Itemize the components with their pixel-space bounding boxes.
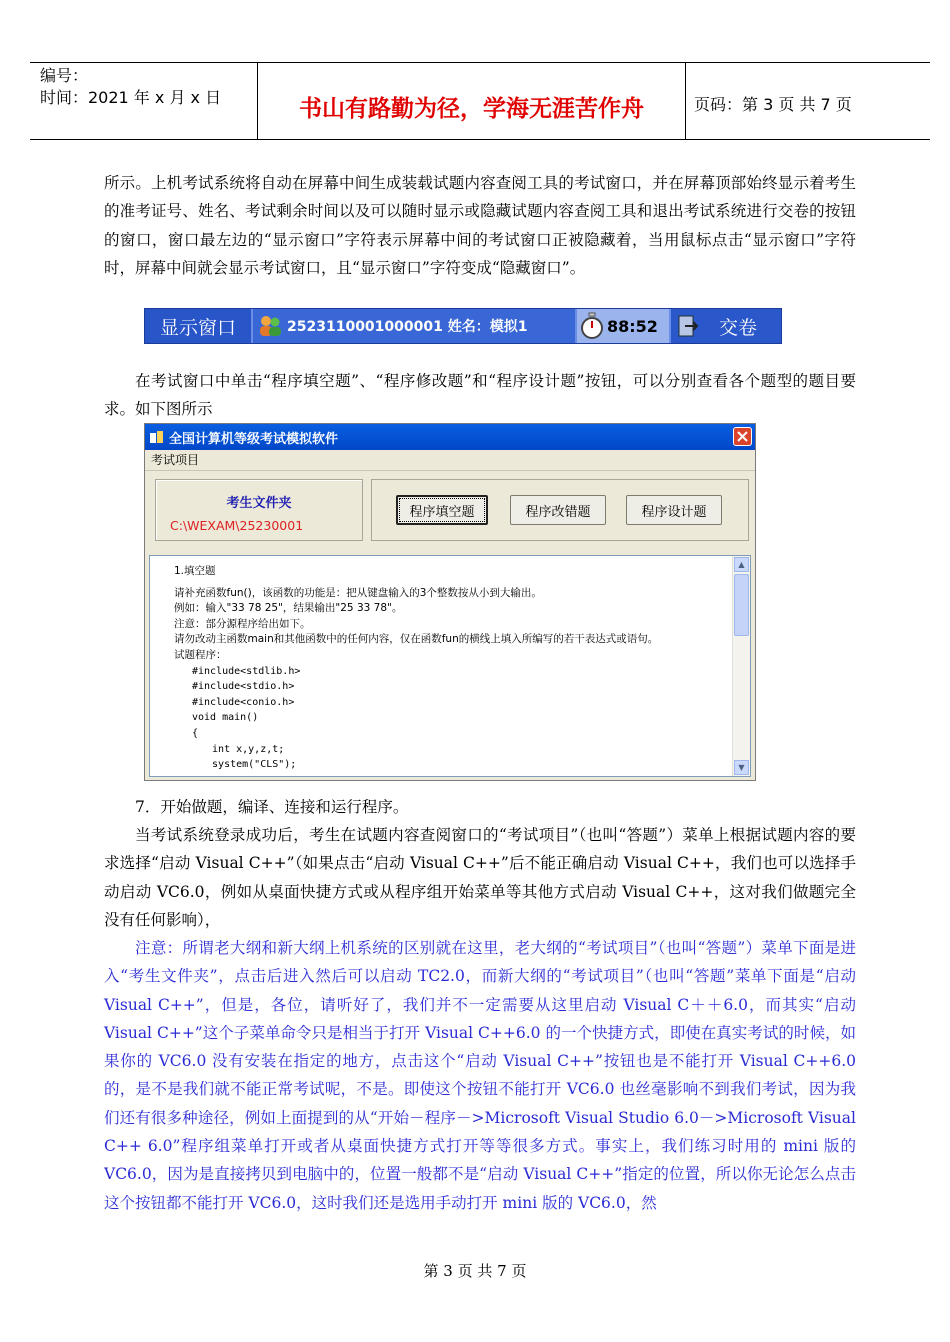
header-meta bbox=[30, 63, 258, 139]
timer-text: 88:52 bbox=[607, 316, 658, 336]
dialog-title: 全国计算机等级考试模拟软件 bbox=[169, 431, 339, 447]
scroll-up-arrow-icon[interactable]: ▲ bbox=[734, 557, 749, 572]
fill-blank-button[interactable]: 程序填空题 bbox=[396, 495, 488, 525]
app-icon bbox=[149, 429, 165, 445]
exam-status-bar bbox=[144, 308, 782, 344]
header-page-number: 页码：第 3 页 共 7 页 bbox=[694, 94, 852, 114]
code-line: #include<stdio.h> bbox=[192, 681, 295, 693]
page-header bbox=[30, 62, 930, 140]
question-content bbox=[174, 564, 730, 773]
candidate-info bbox=[253, 309, 577, 343]
code-line: #include<stdlib.h> bbox=[192, 665, 301, 677]
stopwatch-icon bbox=[579, 312, 605, 340]
folder-title: 考生文件夹 bbox=[226, 496, 292, 511]
question-text-area[interactable] bbox=[149, 555, 751, 777]
menu-exam-items[interactable]: 考试项目 bbox=[145, 450, 755, 471]
scroll-thumb[interactable] bbox=[734, 574, 749, 636]
date-label: 时间：2021 年 x 月 x 日 bbox=[40, 88, 222, 107]
body-paragraph-3: 7．开始做题，编译、连接和运行程序。 bbox=[135, 798, 409, 816]
timer bbox=[577, 309, 671, 343]
body-paragraph-4: 当考试系统登录成功后，考生在试题内容查阅窗口的“考试项目”（也叫“答题”）菜单上根据试题内容的要求选择“启动 Visual C++”（如果点击“启动 Visual C++”后不能正确启动 Visual C++，我们也可以选择手动启动 VC6.0，例如从桌面快捷方式或从程序组开始菜单等其他方式启动 Visual C++，这对我们做题完全没有任何影响）， bbox=[104, 826, 856, 929]
header-motto: 书山有路勤为径，学海无涯苦作舟 bbox=[258, 63, 686, 139]
exam-dialog-window bbox=[144, 423, 756, 781]
serial-number-label: 编号： bbox=[40, 66, 89, 85]
scroll-down-arrow-icon[interactable]: ▼ bbox=[734, 760, 749, 775]
vertical-scrollbar[interactable] bbox=[732, 556, 750, 776]
code-line: void main() bbox=[192, 712, 259, 724]
code-line: int x,y,z,t; bbox=[200, 743, 285, 755]
body-paragraph-2: 在考试窗口中单击“程序填空题”、“程序修改题”和“程序设计题”按钮，可以分别查看各个题型的题目要求。如下图所示 bbox=[104, 372, 856, 419]
folder-path: C:\WEXAM\25230001 bbox=[170, 518, 304, 533]
code-line: #include<conio.h> bbox=[192, 696, 295, 708]
question-line: 注意：部分源程序给出如下。 bbox=[174, 617, 311, 630]
fix-error-button[interactable]: 程序改错题 bbox=[510, 495, 606, 525]
note-paragraph: 注意：所谓老大纲和新大纲上机系统的区别就在这里，老大纲的“考试项目”（也叫“答题”）菜单下面是进入“考生文件夹”，点击后进入然后可以启动 TC2.0，而新大纲的“考试项目”（也叫“答题”菜单下面是“启动 Visual C++”，但是，各位，请听好了，我们并不一定需要从这里启动 Visual C＋＋6.0，而其实“启动 Visual C++”这个子菜单命令只是相当于打开 Visual C++6.0 的一个快捷方式，即使在真实考试的时候，如果你的 VC6.0 没有安装在指定的地方，点击这个“启动 Visual C++”按钮也是不能打开 Visual C++6.0 的，是不是我们就不能正常考试呢，不是。即使这个按钮不能打开 VC6.0 也丝毫影响不到我们考试，因为我们还有很多种途径，例如上面提到的从“开始－程序－>Microsoft Visual Studio 6.0－>Microsoft Visual C++ 6.0”程序组菜单打开或者从桌面快捷方式打开等等很多方式。事实上，我们练习时用的 mini 版的 VC6.0，因为是直接拷贝到电脑中的，位置一般都不是“启动 Visual C++”指定的位置，所以你无论怎么点击这个按钮都不能打开 VC6.0，这时我们还是选用手动打开 mini 版的 VC6.0，然 bbox=[104, 939, 856, 1212]
question-line: 试题程序： bbox=[174, 648, 227, 661]
close-button[interactable] bbox=[733, 427, 752, 446]
users-icon bbox=[257, 314, 283, 338]
body-paragraph-1: 所示。上机考试系统将自动在屏幕中间生成装载试题内容查阅工具的考试窗口，并在屏幕顶部始终显示着考生的准考证号、姓名、考试剩余时间以及可以随时显示或隐藏试题内容查阅工具和退出考试系统进行交卷的按钮的窗口，窗口最左边的“显示窗口”字符表示屏幕中间的考试窗口正被隐藏着，当用鼠标点击“显示窗口”字符时，屏幕中间就会显示考试窗口，且“显示窗口”字符变成“隐藏窗口”。 bbox=[104, 174, 856, 277]
dialog-top-panel bbox=[145, 471, 755, 555]
submit-button[interactable] bbox=[671, 309, 781, 343]
design-program-button[interactable]: 程序设计题 bbox=[626, 495, 722, 525]
question-type-buttons bbox=[371, 479, 749, 541]
code-line: system("CLS"); bbox=[200, 759, 297, 771]
dialog-titlebar bbox=[145, 424, 755, 450]
question-line: 请勿改动主函数main和其他函数中的任何内容，仅在函数fun的横线上填入所编写的若干表达式或语句。 bbox=[174, 633, 659, 646]
submit-label: 交卷 bbox=[719, 316, 758, 339]
show-window-button[interactable]: 显示窗口 bbox=[145, 309, 253, 343]
close-icon bbox=[734, 428, 751, 445]
candidate-folder-box bbox=[155, 479, 363, 541]
question-line: 1.填空题 bbox=[174, 565, 216, 577]
exit-door-icon bbox=[675, 313, 701, 339]
question-line: 例如：输入"33 78 25"，结果输出"25 33 78"。 bbox=[174, 602, 403, 615]
code-line: { bbox=[192, 727, 199, 739]
question-line: 请补充函数fun()，该函数的功能是：把从键盘输入的3个整数按从小到大输出。 bbox=[174, 586, 542, 599]
page-footer: 第 3 页 共 7 页 bbox=[423, 1262, 527, 1280]
candidate-text: 2523110001000001 姓名：模拟1 bbox=[287, 319, 528, 335]
